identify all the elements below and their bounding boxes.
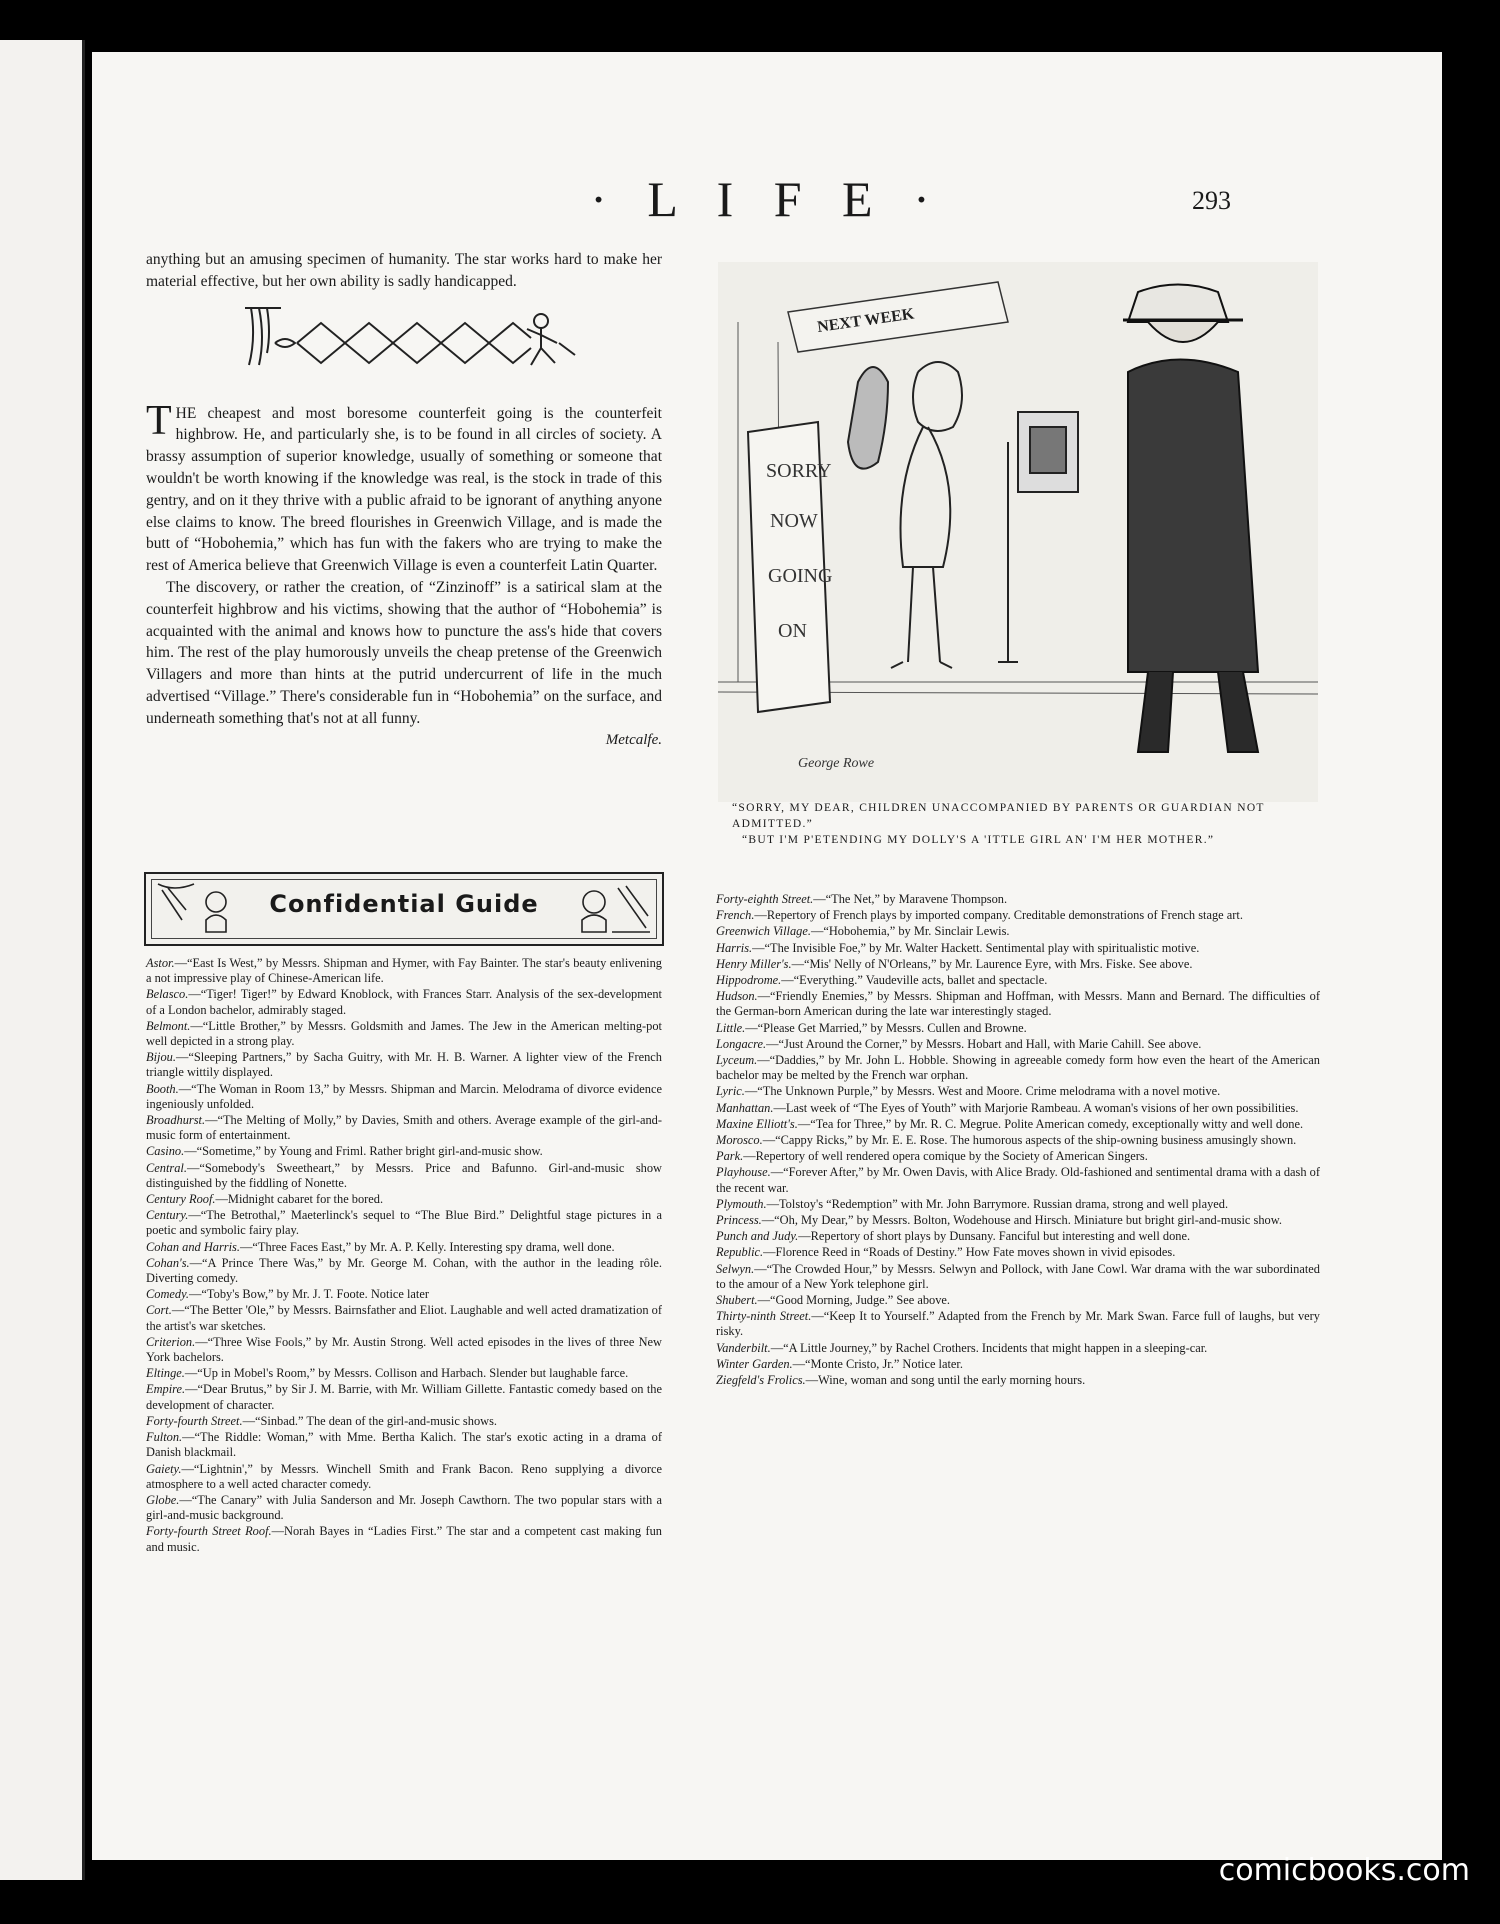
guide-entry bbox=[716, 908, 1320, 923]
guide-venue: Criterion. bbox=[146, 1334, 196, 1349]
guide-entry bbox=[146, 1256, 662, 1286]
guide-venue: Harris. bbox=[716, 940, 753, 955]
cartoon-illustration bbox=[718, 262, 1318, 802]
guide-venue: Thirty-ninth Street. bbox=[716, 1309, 812, 1324]
guide-venue: Booth. bbox=[146, 1081, 179, 1096]
guide-entry bbox=[716, 1084, 1320, 1099]
guide-venue: Cohan's. bbox=[146, 1255, 190, 1270]
guide-entry bbox=[146, 1430, 662, 1460]
guide-venue: Selwyn. bbox=[716, 1261, 755, 1276]
guide-text: —“The Canary” with Julia Sanderson and Mr. Joseph Cawthorn. The two popular stars with a girl-and-music background. bbox=[146, 1492, 662, 1523]
guide-text: —“Dear Brutus,” by Sir J. M. Barrie, with Mr. William Gillette. Fantastic comedy based on the development of character. bbox=[146, 1382, 662, 1412]
guide-entry bbox=[146, 1524, 662, 1554]
guide-text: —“Good Morning, Judge.” See above. bbox=[757, 1293, 951, 1308]
guide-entry bbox=[146, 1335, 662, 1365]
guide-text: —“Three Faces East,” by Mr. A. P. Kelly. Interesting spy drama, well done. bbox=[239, 1239, 615, 1254]
guide-venue: Greenwich Village. bbox=[716, 924, 811, 939]
guide-text: —“Up in Mobel's Room,” by Messrs. Collison and Harbach. Slender but laughable farce. bbox=[184, 1366, 629, 1381]
guide-venue: Casino. bbox=[146, 1144, 185, 1159]
guide-venue: Empire. bbox=[146, 1382, 186, 1397]
guide-entry bbox=[146, 1240, 662, 1255]
guide-entry bbox=[716, 1037, 1320, 1052]
guide-venue: Forty-fourth Street. bbox=[146, 1413, 243, 1428]
guide-venue: Astor. bbox=[146, 956, 175, 970]
guide-text: —“The Unknown Purple,” by Messrs. West and Moore. Crime melodrama with a novel motive. bbox=[744, 1084, 1221, 1099]
artist-signature: George Rowe bbox=[798, 756, 875, 771]
guide-text: —“Tiger! Tiger!” by Edward Knoblock, with Frances Starr. Analysis of the sex-development of a London bachelor, admirably staged. bbox=[146, 987, 662, 1017]
cartoon-sign-top: NEXT WEEK bbox=[816, 305, 916, 336]
guide-entry bbox=[146, 956, 662, 986]
guide-entry bbox=[146, 987, 662, 1017]
guide-entry bbox=[146, 1303, 662, 1333]
guide-entry bbox=[146, 1113, 662, 1143]
masthead: · L I F E · bbox=[590, 171, 944, 227]
guide-entry bbox=[716, 892, 1320, 907]
guide-text: —“Somebody's Sweetheart,” by Messrs. Price and Bafunno. Girl-and-music show distinguished by the fiddling of Nonette. bbox=[146, 1160, 662, 1190]
guide-text: —“Three Wise Fools,” by Mr. Austin Strong. Well acted episodes in the lives of three New York bachelors. bbox=[146, 1334, 662, 1365]
guide-entry bbox=[716, 1213, 1320, 1228]
guide-text: —“Hobohemia,” by Mr. Sinclair Lewis. bbox=[810, 924, 1010, 939]
guide-entry bbox=[716, 1309, 1320, 1339]
guide-venue: Shubert. bbox=[716, 1293, 758, 1308]
guide-text: —“Cappy Ricks,” by Mr. E. E. Rose. The humorous aspects of the ship-owning business amusingly shown. bbox=[762, 1133, 1297, 1148]
guide-text: —“Mis' Nelly of N'Orleans,” by Mr. Laurence Eyre, with Mrs. Fiske. See above. bbox=[791, 956, 1193, 971]
guide-entry bbox=[146, 1462, 662, 1492]
guide-text: —“Lightnin',” by Messrs. Winchell Smith and Frank Bacon. Reno supplying a divorce atmosphere to a well acted character comedy. bbox=[146, 1461, 662, 1491]
guide-entry bbox=[716, 957, 1320, 972]
article-paragraph: The discovery, or rather the creation, of “Zinzinoff” is a satirical slam at the counterfeit highbrow and his victims, showing that the author of “Hobohemia” is acquainted with the animal and knows how to puncture the ass's hide that covers him. The rest of the play humorously unveils the cheap pretense of the Greenwich Villagers and more than hints at the putrid undercurrent of life in the much advertised “Village.” There's considerable fun in “Hobohemia” on the surface, and underneath something that's not at all funny. bbox=[146, 578, 662, 727]
guide-entry bbox=[146, 1287, 662, 1302]
guide-text: —“Oh, My Dear,” by Messrs. Bolton, Wodehouse and Hirsch. Miniature but bright girl-and-music show. bbox=[761, 1213, 1282, 1228]
guide-text: —“Just Around the Corner,” by Messrs. Hobart and Hall, with Marie Cahill. See above. bbox=[766, 1036, 1202, 1051]
guide-venue: Belasco. bbox=[146, 987, 189, 1002]
article-paragraph: THE cheapest and most boresome counterfeit going is the counterfeit highbrow. He, and particularly she, is to be found in all circles of society. A brassy assumption of superior knowledge, usually of something or someone that wouldn't be worth knowing if the knowledge was real, is the stock in trade of this gentry, and on it they thrive with a public afraid to be ignorant of anything anyone else claims to know. The breed flourishes in Greenwich Village, and is made the butt of “Hobohemia,” which has fun with the fakers who are trying to make the rest of America believe that Greenwich Village is even a counterfeit Latin Quarter. bbox=[146, 397, 662, 575]
guide-text: —“The Betrothal,” Maeterlinck's sequel to “The Blue Bird.” Delightful stage pictures in a poetic and symbolic fairy play. bbox=[146, 1208, 662, 1238]
review-continuation: anything but an amusing specimen of humanity. The star works hard to make her material effective, but her own ability is sadly handicapped. bbox=[146, 251, 662, 290]
guide-entry bbox=[716, 1149, 1320, 1164]
guide-text: —Repertory of well rendered opera comique by the Society of American Singers. bbox=[743, 1149, 1148, 1164]
guide-venue: Playhouse. bbox=[716, 1165, 771, 1180]
guide-text: —“Sometime,” by Young and Friml. Rather bright girl-and-music show. bbox=[184, 1144, 543, 1159]
guide-venue: Princess. bbox=[716, 1213, 762, 1228]
cartoon-sign-line: ON bbox=[778, 620, 807, 642]
guide-entry bbox=[716, 1293, 1320, 1308]
guide-text: —Repertory of French plays by imported company. Creditable demonstrations of French stage art. bbox=[754, 908, 1243, 923]
guide-venue: Lyric. bbox=[716, 1084, 745, 1099]
guide-venue: Cohan and Harris. bbox=[146, 1239, 240, 1254]
guide-text: —“East Is West,” by Messrs. Shipman and Hymer, with Fay Bainter. The star's beauty enlivening a not impressive play of Chinese-American life. bbox=[146, 956, 662, 986]
guide-entry bbox=[716, 1053, 1320, 1083]
guide-venue: Maxine Elliott's. bbox=[716, 1116, 798, 1131]
guide-entry bbox=[146, 1019, 662, 1049]
guide-venue: Morosco. bbox=[716, 1133, 763, 1148]
guide-venue: Park. bbox=[716, 1149, 744, 1164]
hobohemia-review bbox=[146, 397, 662, 749]
guide-entry bbox=[716, 1341, 1320, 1356]
guide-text: —“Little Brother,” by Messrs. Goldsmith and James. The Jew in the American melting-pot well depicted in a strong play. bbox=[146, 1018, 662, 1049]
guide-text: —“The Crowded Hour,” by Messrs. Selwyn and Pollock, with Jane Cowl. War drama with the war subordinated to the amour of a New York telephone girl. bbox=[716, 1261, 1320, 1291]
guide-entry bbox=[146, 1082, 662, 1112]
guide-text: —“Sleeping Partners,” by Sacha Guitry, with Mr. H. B. Warner. A lighter view of the French triangle wittily displayed. bbox=[146, 1050, 662, 1080]
guide-venue: Little. bbox=[716, 1020, 746, 1035]
guide-entry bbox=[146, 1161, 662, 1191]
adjacent-page-edge bbox=[0, 40, 85, 1880]
guide-text: —Wine, woman and song until the early morning hours. bbox=[805, 1373, 1086, 1388]
guide-text: —Repertory of short plays by Dunsany. Fanciful but interesting and well done. bbox=[798, 1229, 1191, 1244]
guide-text: —“Friendly Enemies,” by Messrs. Shipman and Hoffman, with Messrs. Mann and Bernard. The difficulties of the German-born American during the late war interestingly staged. bbox=[716, 989, 1320, 1019]
guide-text: —Norah Bayes in “Ladies First.” The star and a competent cast making fun and music. bbox=[146, 1524, 662, 1554]
guide-venue: Hudson. bbox=[716, 989, 758, 1004]
guide-venue: Bijou. bbox=[146, 1050, 176, 1065]
cartoon-sign-line: SORRY bbox=[766, 460, 832, 482]
guide-venue: Punch and Judy. bbox=[716, 1229, 799, 1244]
guide-entry bbox=[716, 1133, 1320, 1148]
guide-venue: Longacre. bbox=[716, 1036, 767, 1051]
guide-text: —“Sinbad.” The dean of the girl-and-music shows. bbox=[242, 1413, 498, 1428]
guide-text: —“The Riddle: Woman,” with Mme. Bertha Kalich. The star's exotic acting in a drama of Danish blackmail. bbox=[146, 1430, 662, 1460]
guide-entry bbox=[716, 1197, 1320, 1212]
guide-venue: Central. bbox=[146, 1160, 187, 1175]
guide-text: —“Please Get Married,” by Messrs. Cullen and Browne. bbox=[745, 1020, 1027, 1035]
guide-right-column bbox=[716, 892, 1320, 1389]
guide-text: —Midnight cabaret for the bored. bbox=[215, 1192, 384, 1207]
guide-venue: Forty-eighth Street. bbox=[716, 892, 814, 906]
guide-text: —“The Net,” by Maravene Thompson. bbox=[813, 892, 1008, 906]
guide-entry bbox=[146, 1366, 662, 1381]
confidential-guide-banner bbox=[144, 872, 664, 946]
guide-entry bbox=[716, 973, 1320, 988]
guide-entry bbox=[716, 1229, 1320, 1244]
guide-text: —“The Woman in Room 13,” by Messrs. Shipman and Marcin. Melodrama of divorce evidence ingeniously unfolded. bbox=[146, 1081, 662, 1111]
guide-venue: Cort. bbox=[146, 1303, 172, 1318]
watermark: comicbooks.com bbox=[1218, 1853, 1470, 1888]
guide-venue: Republic. bbox=[716, 1245, 764, 1260]
caption-line: “BUT I'M P'ETENDING MY DOLLY'S A 'ITTLE GIRL AN' I'M HER MOTHER.” bbox=[742, 834, 1215, 846]
guide-entry bbox=[716, 1245, 1320, 1260]
guide-text: —“Monte Cristo, Jr.” Notice later. bbox=[792, 1356, 963, 1371]
cherub-bust-icon bbox=[568, 880, 654, 938]
guide-entry bbox=[146, 1050, 662, 1080]
guide-text: —“Everything.” Vaudeville acts, ballet and spectacle. bbox=[781, 973, 1048, 988]
guide-left-column bbox=[146, 956, 662, 1556]
author-signature: Metcalfe. bbox=[605, 731, 662, 748]
guide-entry bbox=[716, 1262, 1320, 1292]
guide-text: —“Tea for Three,” by Mr. R. C. Megrue. Polite American comedy, exceptionally witty and well done. bbox=[797, 1116, 1304, 1131]
magazine-page bbox=[92, 52, 1442, 1860]
guide-entry bbox=[716, 1021, 1320, 1036]
guide-entry bbox=[146, 1208, 662, 1238]
guide-text: —“Daddies,” by Mr. John L. Hobble. Showing in agreeable comedy form how even the heart of the American bachelor may be melted by the French war orphan. bbox=[716, 1053, 1320, 1083]
guide-venue: Winter Garden. bbox=[716, 1356, 793, 1371]
caption-line: “SORRY, MY DEAR, CHILDREN UNACCOMPANIED BY PARENTS OR GUARDIAN NOT ADMITTED.” bbox=[732, 802, 1265, 830]
guide-venue: Belmont. bbox=[146, 1018, 191, 1033]
guide-entry bbox=[716, 941, 1320, 956]
guide-entry bbox=[716, 1165, 1320, 1195]
guide-venue: Hippodrome. bbox=[716, 973, 782, 988]
guide-text: —Tolstoy's “Redemption” with Mr. John Barrymore. Russian drama, strong and well played. bbox=[766, 1196, 1229, 1211]
guide-venue: Plymouth. bbox=[716, 1196, 767, 1211]
guide-text: —“The Better 'Ole,” by Messrs. Bairnsfather and Eliot. Laughable and well acted dramatization of the artist's war sketches. bbox=[146, 1303, 662, 1333]
guide-text: —“Toby's Bow,” by Mr. J. T. Foote. Notice later bbox=[189, 1287, 429, 1302]
guide-venue: Forty-fourth Street Roof. bbox=[146, 1524, 272, 1539]
guide-text: —Last week of “The Eyes of Youth” with Marjorie Rambeau. A woman's visions of her own possibilities. bbox=[773, 1100, 1299, 1115]
guide-text: —“Keep It to Yourself.” Adapted from the French by Mr. Mark Swan. Farce full of laughs, but very risky. bbox=[716, 1309, 1320, 1339]
guide-entry bbox=[716, 1117, 1320, 1132]
guide-text: —Florence Reed in “Roads of Destiny.” How Fate moves shown in vivid episodes. bbox=[763, 1245, 1176, 1260]
guide-venue: Henry Miller's. bbox=[716, 956, 792, 971]
guide-entry bbox=[146, 1382, 662, 1412]
guide-venue: Century Roof. bbox=[146, 1192, 216, 1207]
guide-venue: Gaiety. bbox=[146, 1461, 182, 1476]
cartoon-sign-line: GOING bbox=[768, 565, 833, 587]
guide-venue: Broadhurst. bbox=[146, 1113, 206, 1128]
guide-entry bbox=[716, 1101, 1320, 1116]
guide-text: —“The Invisible Foe,” by Mr. Walter Hackett. Sentimental play with spiritualistic motive. bbox=[752, 940, 1200, 955]
guide-venue: French. bbox=[716, 908, 755, 923]
guide-venue: Fulton. bbox=[146, 1430, 183, 1445]
page-number: 293 bbox=[1192, 186, 1231, 215]
guide-entry bbox=[146, 1192, 662, 1207]
guide-title: Confidential Guide bbox=[269, 890, 539, 918]
cartoon-sign-line: NOW bbox=[770, 510, 818, 532]
guide-text: —“A Little Journey,” by Rachel Crothers. Incidents that might happen in a sleeping-car. bbox=[770, 1340, 1208, 1355]
cartoon-drawing bbox=[718, 262, 1318, 802]
guide-text: —“The Melting of Molly,” by Davies, Smith and others. Average example of the girl-and-music form of entertainment. bbox=[146, 1113, 662, 1143]
guide-venue: Globe. bbox=[146, 1492, 180, 1507]
guide-entry bbox=[716, 989, 1320, 1019]
guide-venue: Eltinge. bbox=[146, 1366, 185, 1381]
guide-entry bbox=[716, 924, 1320, 939]
guide-venue: Comedy. bbox=[146, 1287, 190, 1302]
guide-venue: Century. bbox=[146, 1208, 189, 1223]
guide-entry bbox=[716, 1357, 1320, 1372]
guide-venue: Manhattan. bbox=[716, 1100, 774, 1115]
guide-venue: Lyceum. bbox=[716, 1053, 758, 1068]
guide-text: —“Forever After,” by Mr. Owen Davis, with Alice Brady. Old-fashioned and sentimental drama with a dash of the recent war. bbox=[716, 1165, 1320, 1195]
guide-entry bbox=[716, 1373, 1320, 1388]
guide-entry bbox=[146, 1493, 662, 1523]
guide-venue: Ziegfeld's Frolics. bbox=[716, 1373, 806, 1388]
guide-entry bbox=[146, 1414, 662, 1429]
guide-venue: Vanderbilt. bbox=[716, 1340, 771, 1355]
left-column bbox=[146, 249, 662, 749]
guide-entry bbox=[146, 1144, 662, 1159]
guide-text: —“A Prince There Was,” by Mr. George M. Cohan, with the author in the leading rôle. Diverting comedy. bbox=[146, 1255, 662, 1286]
curtain-puppet-ornament-icon bbox=[241, 303, 581, 373]
cartoon-caption bbox=[732, 800, 1302, 848]
